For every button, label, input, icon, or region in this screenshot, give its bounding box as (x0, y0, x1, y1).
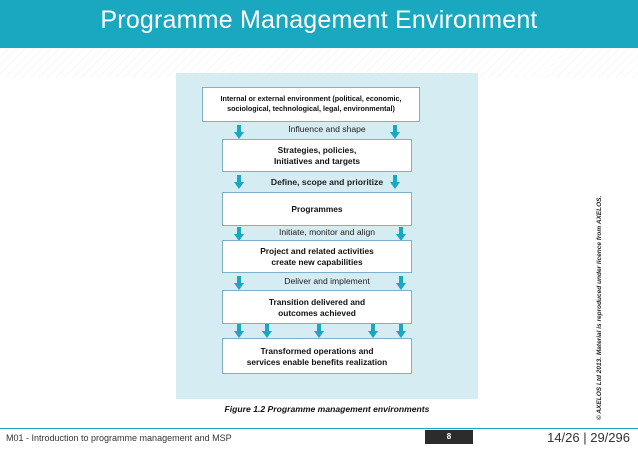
programmes-text: Programmes (291, 204, 343, 214)
strategies-line1: Strategies, policies, (277, 145, 357, 155)
footer-divider (0, 428, 638, 429)
arrow-down-icon (368, 324, 378, 338)
transformed-line2: services enable benefits realization (246, 357, 388, 367)
arrow-down-icon (234, 175, 244, 189)
programme-environment-diagram (176, 73, 478, 399)
programmes-box (222, 192, 412, 226)
arrow-down-icon (396, 276, 406, 290)
strategies-box (222, 139, 412, 172)
projects-box (222, 240, 412, 273)
page-number-badge: 8 (425, 430, 473, 444)
arrow-down-icon (396, 324, 406, 338)
arrow-down-icon (234, 324, 244, 338)
projects-line2: create new capabilities (271, 257, 363, 267)
environment-box-text: Internal or external environment (political, economic, sociological, technological, legal, environmental) (220, 94, 402, 113)
arrow-down-icon (314, 324, 324, 338)
environment-box (202, 87, 420, 122)
transition-box (222, 290, 412, 324)
slide-header (0, 0, 638, 48)
projects-line1: Project and related activities (260, 246, 374, 256)
arrow-down-icon (396, 227, 406, 241)
strategies-line2: Initiatives and targets (273, 156, 361, 166)
arrow-down-icon (234, 276, 244, 290)
arrow-down-icon (234, 125, 244, 139)
slide-title: Programme Management Environment (100, 6, 538, 34)
transition-line2: outcomes achieved (278, 308, 356, 318)
transformed-line1: Transformed operations and (260, 346, 374, 356)
influence-label: Influence and shape (288, 124, 366, 134)
transformed-box (222, 338, 412, 374)
arrow-down-icon (390, 175, 400, 189)
deliver-label: Deliver and implement (284, 276, 370, 286)
transition-line1: Transition delivered and (268, 297, 366, 307)
figure-caption: Figure 1.2 Programme management environments (224, 404, 430, 414)
arrow-down-icon (234, 227, 244, 241)
arrow-down-icon (262, 324, 272, 338)
arrow-down-icon (390, 125, 400, 139)
initiate-label: Initiate, monitor and align (278, 227, 376, 237)
define-label: Define, scope and prioritize (270, 177, 384, 187)
page-count: 14/26 | 29/296 (547, 430, 630, 445)
copyright-notice: © AXELOS Ltd 2013. Material is reproduced under licence from AXELOS. (596, 195, 603, 420)
footer-module-text: M01 - Introduction to programme management and MSP (6, 433, 232, 443)
